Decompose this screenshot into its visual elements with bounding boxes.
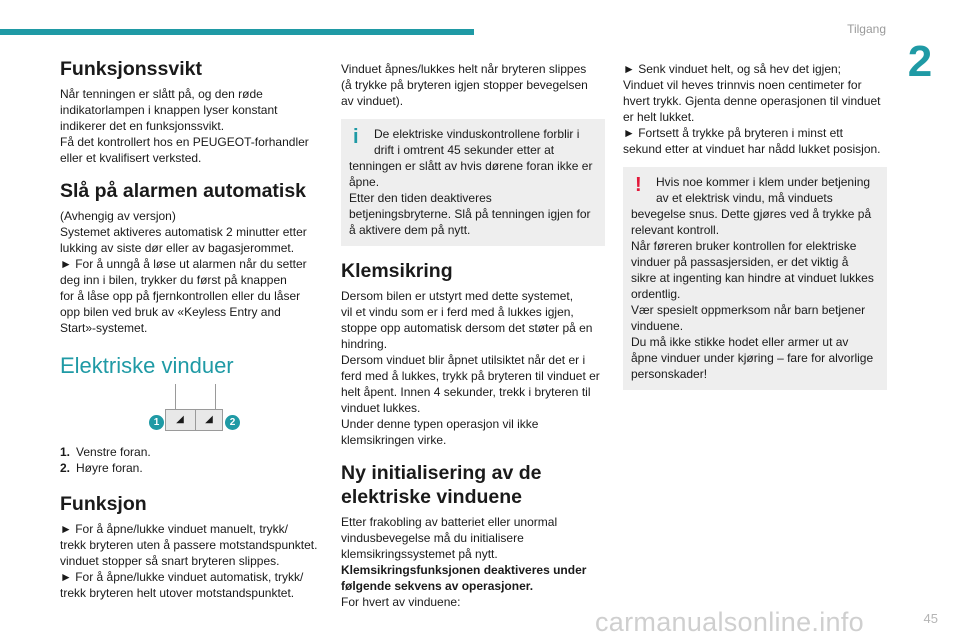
paragraph-line: ► Fortsett å trykke på bryteren i minst ett [623,126,843,140]
paragraph-line: Vinduet åpnes/lukkes helt når bryteren slippes [341,62,587,76]
paragraph-line: sekund etter at vinduet har nådd lukket posisjon. [623,142,881,156]
bold-line: Klemsikringsfunksjonen deaktiveres under [341,563,587,577]
note-line: Du må ikke stikke hodet eller armer ut av [631,335,849,349]
bold-line: følgende sekvens av operasjoner. [341,579,534,593]
window-switch-figure [153,384,245,438]
paragraph-line: opp bilen ved bruk av «Keyless Entry and [60,305,281,319]
heading-elektriske-vinduer: Elektriske vinduer [60,353,234,378]
note-line: Vær spesielt oppmerksom når barn betjener [631,303,866,317]
note-line: relevant kontroll. [631,223,720,237]
legend-text: Venstre foran. [76,445,151,459]
paragraph-line: indikerer det en funksjonssvikt. [60,119,225,133]
paragraph-line: helt åpent. Innen 4 sekunder, trekk i bryteren til [341,385,591,399]
column-1 [60,58,328,601]
window-switch-icon: ◢ [176,414,184,425]
paragraph-line: trekk bryteren uten å passere motstandspunktet. [60,538,318,552]
legend-item [60,460,328,476]
paragraph-line: vinduet lukkes. [341,401,421,415]
paragraph-line: vindusbevegelse må du initialisere [341,531,524,545]
note-line: Hvis noe kommer i klem under betjening [656,175,871,189]
callout-1: 1 [149,415,164,430]
paragraph-line: lukking av siste dør eller av bagasjerommet. [60,241,295,255]
note-line: betjeningsbryterne. Slå på tenningen igjen for [349,207,591,221]
note-line: De elektriske vinduskontrollene forblir i [374,127,580,141]
paragraph-line: Få det kontrollert hos en PEUGEOT-forhandler [60,135,309,149]
heading-reinit-line1: Ny initialisering av de [341,462,542,484]
paragraph-line: trekk bryteren helt utover motstandspunktet. [60,586,295,600]
paragraph-line: ferd med å lukkes, trykk på bryteren til vinduet er [341,369,600,383]
figure-wire [175,384,176,410]
paragraph-line: (å trykke på bryteren igjen stopper bevegelsen [341,78,588,92]
paragraph-line: stoppe opp automatisk dersom det støter på en [341,321,593,335]
section-title: Tilgang [847,22,886,36]
page-number: 45 [923,611,938,626]
paragraph-line: ► Senk vinduet helt, og så hev det igjen; [623,62,842,76]
legend-number: 1. [60,445,71,459]
header-accent-bar [0,29,474,35]
paragraph-line: hindring. [341,337,388,351]
window-switch-icon: ◢ [205,414,213,425]
info-note [341,119,605,246]
chapter-number: 2 [907,37,933,86]
paragraph-line: vil et vindu som er i ferd med å lukkes igjen, [341,305,574,319]
heading-funksjon: Funksjon [60,493,147,515]
panel-divider [195,410,196,430]
figure-legend [60,444,328,476]
warning-icon: ! [635,174,642,196]
note-line: sikre at ingenting kan hindre at vinduet lukkes [631,271,874,285]
note-line: vinduer på passasjersiden, er det viktig å [631,255,849,269]
watermark: carmanualsonline.info [595,607,864,637]
heading-funksjonssvikt: Funksjonssvikt [60,58,202,80]
note-line: Etter den tiden deaktiveres [349,191,492,205]
paragraph-line: er helt lukket. [623,110,695,124]
note-line: åpne. [349,175,380,189]
paragraph-line: (Avhengig av versjon) [60,209,176,223]
paragraph-line: Vinduet vil heves trinnvis noen centimeter for [623,78,862,92]
legend-item [60,444,328,460]
note-line: vinduene. [631,319,684,333]
paragraph-line: Etter frakobling av batteriet eller unormal [341,515,558,529]
paragraph-line: ► For å åpne/lukke vinduet manuelt, trykk/ [60,522,288,536]
paragraph-line: Dersom vinduet blir åpnet utilsiktet når det er i [341,353,586,367]
note-line: ordentlig. [631,287,681,301]
figure-wire [215,384,216,410]
info-icon: i [353,126,359,148]
paragraph-line: deg inn i bilen, trykker du først på knappen [60,273,287,287]
paragraph-line: eller et kvalifisert verksted. [60,151,202,165]
paragraph-line: hvert trykk. Gjenta denne operasjonen til vinduet [623,94,881,108]
column-3 [623,61,887,390]
note-line: åpne vinduer under kjøring – fare for alvorlige [631,351,874,365]
paragraph-line: Når tenningen er slått på, og den røde [60,87,263,101]
switch-panel [165,409,223,431]
paragraph-line: For hvert av vinduene: [341,595,461,609]
column-2 [341,61,605,610]
note-line: personskader! [631,367,708,381]
paragraph-line: Under denne typen operasjon vil ikke [341,417,539,431]
note-line: tenningen er slått av hvis dørene foran ikke er [349,159,593,173]
legend-text: Høyre foran. [76,461,143,475]
paragraph-line: ► For å åpne/lukke vinduet automatisk, trykk/ [60,570,304,584]
paragraph-line: klemsikringssystemet på nytt. [341,547,498,561]
heading-klemsikring: Klemsikring [341,260,453,282]
note-line: av et elektrisk vindu, må vinduets [656,191,833,205]
callout-2: 2 [225,415,240,430]
heading-reinit-line2: elektriske vinduene [341,486,523,508]
note-line: Når føreren bruker kontrollen for elektriske [631,239,857,253]
note-line: bevegelse snus. Dette gjøres ved å trykke på [631,207,872,221]
paragraph-line: ► For å unngå å løse ut alarmen når du setter [60,257,307,271]
paragraph-line: indikatorlampen i knappen lyser konstant [60,103,278,117]
legend-number: 2. [60,461,71,475]
warning-note [623,167,887,390]
paragraph-line: vinduet stopper så snart bryteren slippes. [60,554,280,568]
paragraph-line: av vinduet). [341,94,404,108]
note-line: drift i omtrent 45 sekunder etter at [374,143,555,157]
paragraph-line: Dersom bilen er utstyrt med dette systemet, [341,289,574,303]
paragraph-line: Start»-systemet. [60,321,148,335]
note-line: å aktivere dem på nytt. [349,223,471,237]
heading-alarm: Slå på alarmen automatisk [60,180,307,202]
paragraph-line: for å låse opp på fjernkontrollen eller du låser [60,289,301,303]
paragraph-line: klemsikringen virke. [341,433,447,447]
paragraph-line: Systemet aktiveres automatisk 2 minutter etter [60,225,307,239]
